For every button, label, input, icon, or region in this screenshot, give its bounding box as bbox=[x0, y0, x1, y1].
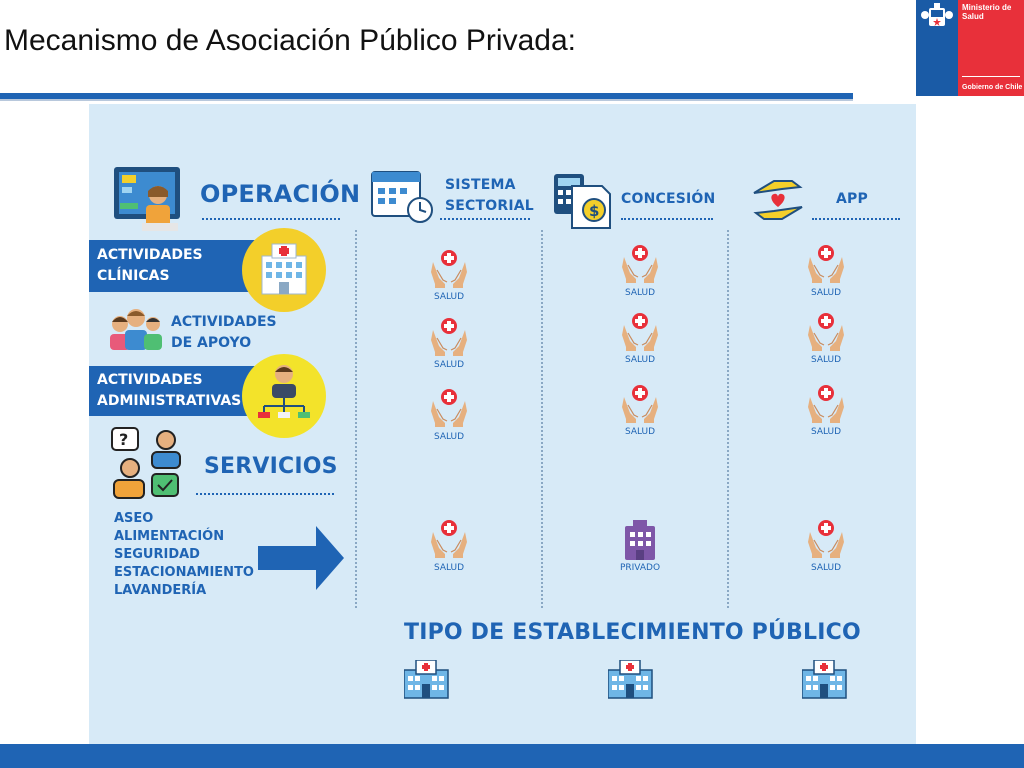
operacion-underline bbox=[202, 218, 340, 220]
private-building-icon bbox=[623, 520, 657, 560]
servicio-item: SEGURIDAD bbox=[114, 547, 200, 562]
servicio-item: ESTACIONAMIENTO bbox=[114, 565, 254, 580]
health-hands-icon bbox=[431, 248, 467, 290]
operacion-heading: OPERACIÓN bbox=[200, 180, 361, 208]
cell-caption: SALUD bbox=[624, 288, 656, 298]
cell-caption: SALUD bbox=[433, 432, 465, 442]
apoyo-label bbox=[171, 312, 277, 354]
hospital-building-icon bbox=[258, 240, 310, 296]
sistema-sectorial-line-2: SECTORIAL bbox=[445, 198, 534, 214]
sistema-sectorial-underline bbox=[440, 218, 530, 220]
ministry-logo bbox=[916, 0, 1024, 96]
operator-screen-icon bbox=[112, 165, 182, 233]
health-hands-icon bbox=[622, 311, 658, 353]
cell-caption: SALUD bbox=[810, 288, 842, 298]
calculator-money-icon bbox=[552, 172, 612, 230]
concesion-heading: CONCESIÓN bbox=[621, 191, 716, 207]
header-rule-thin bbox=[0, 99, 853, 101]
servicio-item: ASEO bbox=[114, 511, 154, 526]
svg-text:?: ? bbox=[119, 430, 129, 449]
handshake-heart-icon bbox=[752, 175, 804, 225]
app-underline bbox=[812, 218, 900, 220]
servicio-item: LAVANDERÍA bbox=[114, 583, 207, 598]
cell-caption: SALUD bbox=[810, 427, 842, 437]
cell-caption: SALUD bbox=[433, 292, 465, 302]
coat-of-arms-icon bbox=[920, 2, 954, 32]
column-divider-1 bbox=[355, 230, 357, 608]
footer-bar bbox=[0, 744, 1024, 768]
servicio-item: ALIMENTACIÓN bbox=[114, 529, 225, 544]
customer-service-icon bbox=[108, 426, 188, 502]
logo-footer: Gobierno de Chile bbox=[962, 84, 1023, 91]
tipo-establecimiento-heading: TIPO DE ESTABLECIMIENTO PÚBLICO bbox=[404, 620, 861, 645]
public-hospital-icon bbox=[802, 660, 848, 700]
cell-caption: SALUD bbox=[433, 563, 465, 573]
cell-caption: SALUD bbox=[433, 360, 465, 370]
administrativas-line-1: ACTIVIDADES bbox=[97, 372, 203, 388]
sistema-sectorial-line-1: SISTEMA bbox=[445, 177, 516, 193]
slide-title: Mecanismo de Asociación Público Privada: bbox=[4, 24, 576, 57]
arrow-right-icon bbox=[258, 526, 344, 590]
servicios-heading: SERVICIOS bbox=[204, 454, 338, 479]
health-hands-icon bbox=[431, 518, 467, 560]
cell-caption: SALUD bbox=[624, 427, 656, 437]
servicios-list bbox=[114, 510, 254, 600]
health-hands-icon bbox=[808, 311, 844, 353]
column-divider-3 bbox=[727, 230, 729, 608]
org-chart-icon bbox=[256, 362, 312, 422]
cell-caption: PRIVADO bbox=[619, 563, 661, 573]
cell-caption: SALUD bbox=[624, 355, 656, 365]
public-hospital-icon bbox=[608, 660, 654, 700]
svg-text:$: $ bbox=[589, 202, 600, 220]
servicios-underline bbox=[196, 493, 334, 495]
health-hands-icon bbox=[622, 243, 658, 285]
concesion-underline bbox=[621, 218, 713, 220]
clinicas-line-2: CLÍNICAS bbox=[97, 268, 170, 284]
app-heading: APP bbox=[836, 191, 868, 207]
health-hands-icon bbox=[808, 518, 844, 560]
clinicas-line-1: ACTIVIDADES bbox=[97, 247, 203, 263]
logo-blue-block bbox=[916, 0, 958, 96]
apoyo-line-2: DE APOYO bbox=[171, 335, 252, 351]
logo-title bbox=[962, 3, 1011, 21]
cell-caption: SALUD bbox=[810, 355, 842, 365]
cell-caption: SALUD bbox=[810, 563, 842, 573]
health-hands-icon bbox=[622, 383, 658, 425]
support-team-icon bbox=[106, 306, 166, 352]
calendar-clock-icon bbox=[370, 166, 434, 224]
health-hands-icon bbox=[431, 316, 467, 358]
logo-line-2: Salud bbox=[962, 12, 984, 21]
health-hands-icon bbox=[808, 383, 844, 425]
sistema-sectorial-heading bbox=[445, 175, 534, 217]
column-divider-2 bbox=[541, 230, 543, 608]
logo-red-block bbox=[958, 0, 1024, 96]
administrativas-line-2: ADMINISTRATIVAS bbox=[97, 393, 242, 409]
logo-line-1: Ministerio de bbox=[962, 3, 1012, 12]
logo-divider bbox=[962, 76, 1020, 77]
health-hands-icon bbox=[431, 387, 467, 429]
health-hands-icon bbox=[808, 243, 844, 285]
apoyo-line-1: ACTIVIDADES bbox=[171, 314, 277, 330]
public-hospital-icon bbox=[404, 660, 450, 700]
